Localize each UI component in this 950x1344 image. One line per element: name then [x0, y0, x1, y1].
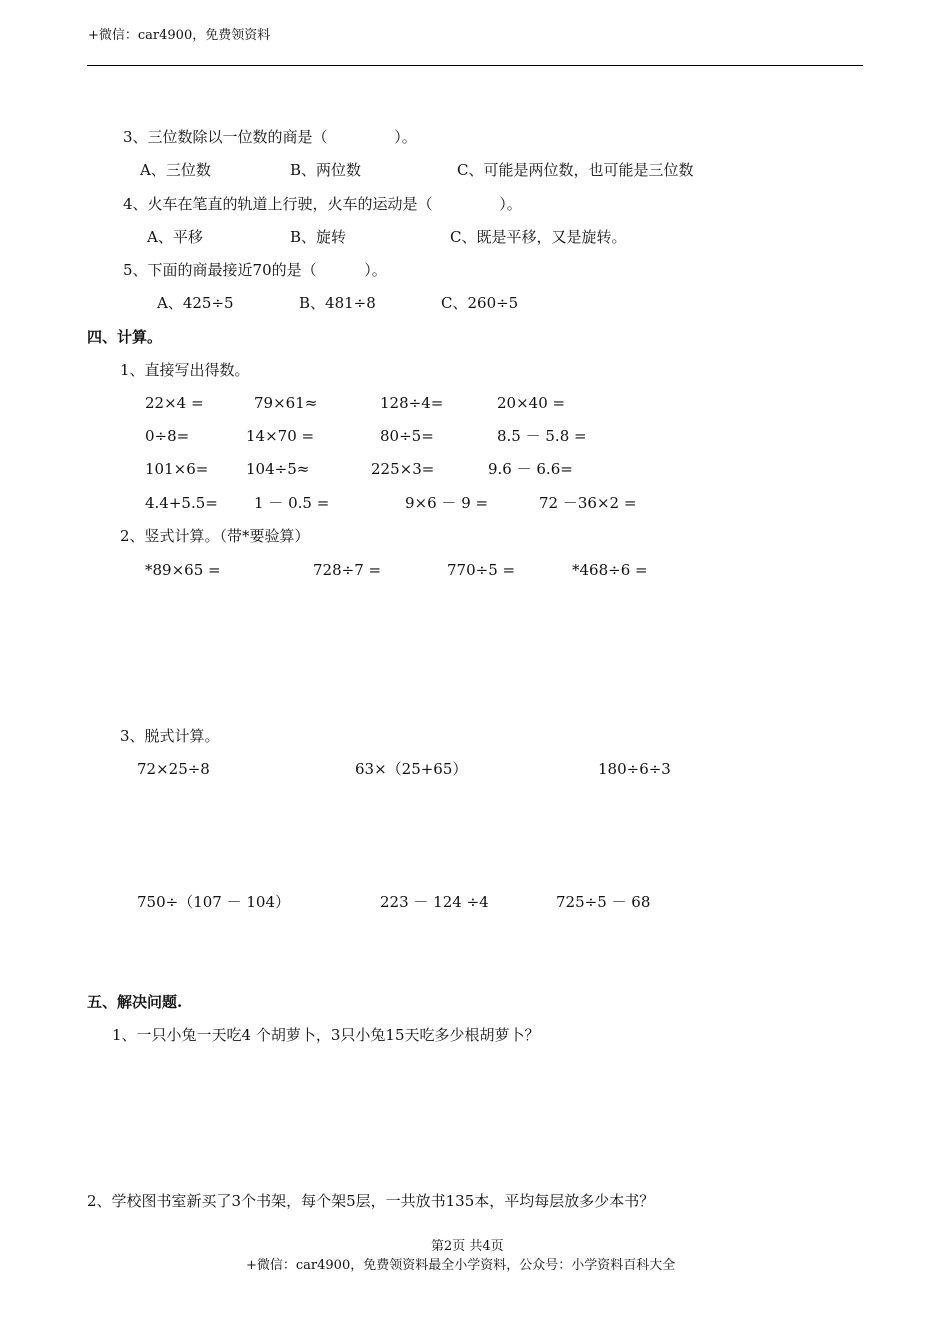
oral-item: 104÷5≈	[246, 460, 310, 478]
step-item: 750÷（107 － 104）	[137, 893, 290, 911]
section-4-sub3: 3、脱式计算。	[120, 727, 220, 745]
oral-item: 9×6 － 9 =	[405, 494, 489, 512]
vertical-item: *89×65 =	[145, 561, 221, 579]
section-4-sub2: 2、竖式计算。（带*要验算）	[120, 527, 310, 545]
oral-item: 72 －36×2 =	[539, 494, 637, 512]
question-4-stem: 4、火车在笔直的轨道上行驶，火车的运动是（ ）。	[123, 195, 522, 213]
question-5-option-c: C、260÷5	[441, 294, 519, 312]
vertical-item: *468÷6 =	[572, 561, 648, 579]
oral-item: 20×40 =	[497, 394, 566, 412]
oral-item: 1 － 0.5 =	[254, 494, 330, 512]
question-3-option-b: B、两位数	[290, 161, 362, 179]
section-4-title: 四、计算。	[87, 328, 163, 346]
step-item: 180÷6÷3	[598, 760, 671, 778]
vertical-item: 770÷5 =	[447, 561, 516, 579]
page-number: 第2页 共4页	[431, 1239, 504, 1254]
oral-item: 9.6 － 6.6=	[488, 460, 573, 478]
oral-item: 225×3=	[371, 460, 435, 478]
problem-1: 1、一只小兔一天吃4 个胡萝卜，3只小兔15天吃多少根胡萝卜？	[112, 1026, 540, 1044]
question-4-option-c: C、既是平移，又是旋转。	[450, 228, 627, 246]
question-4-option-b: B、旋转	[290, 228, 347, 246]
step-item: 223 － 124 ÷4	[380, 893, 489, 911]
question-4-option-a: A、平移	[147, 228, 203, 246]
oral-item: 80÷5=	[380, 427, 434, 445]
step-item: 72×25÷8	[137, 760, 210, 778]
section-5-title: 五、解决问题.	[87, 993, 183, 1011]
question-3-stem: 3、三位数除以一位数的商是（ ）。	[123, 128, 417, 146]
question-5-option-a: A、425÷5	[157, 294, 234, 312]
footer-note: +微信：car4900，免费领资料最全小学资料，公众号：小学资料百科大全	[246, 1258, 676, 1273]
problem-2: 2、学校图书室新买了3个书架，每个架5层，一共放书135本，平均每层放多少本书？	[87, 1192, 655, 1210]
question-3-option-c: C、可能是两位数，也可能是三位数	[457, 161, 694, 179]
oral-item: 79×61≈	[254, 394, 318, 412]
oral-item: 0÷8=	[145, 427, 190, 445]
question-3-option-a: A、三位数	[140, 161, 211, 179]
vertical-item: 728÷7 =	[313, 561, 382, 579]
oral-item: 14×70 =	[246, 427, 315, 445]
step-item: 63×（25+65）	[355, 760, 468, 778]
header-rule	[87, 65, 863, 66]
oral-item: 8.5 － 5.8 =	[497, 427, 587, 445]
step-item: 725÷5 － 68	[556, 893, 651, 911]
section-4-sub1: 1、直接写出得数。	[120, 361, 250, 379]
question-5-stem: 5、下面的商最接近70的是（ ）。	[123, 261, 387, 279]
question-5-option-b: B、481÷8	[299, 294, 376, 312]
oral-item: 4.4+5.5=	[145, 494, 218, 512]
oral-item: 101×6=	[145, 460, 209, 478]
oral-item: 128÷4=	[380, 394, 444, 412]
header-note: +微信：car4900，免费领资料	[88, 28, 271, 43]
oral-item: 22×4 =	[145, 394, 204, 412]
